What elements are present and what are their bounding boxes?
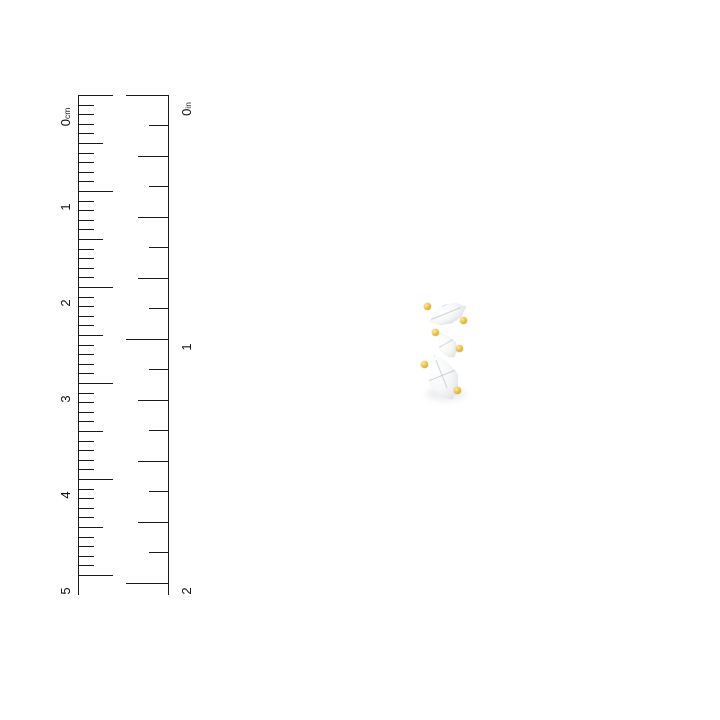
ruler-label-in-0: 0in bbox=[179, 102, 194, 116]
prong-icon bbox=[424, 303, 431, 310]
prong-icon bbox=[460, 317, 467, 324]
ruler-tick-cm-minor bbox=[79, 450, 94, 451]
stone-marquee-top bbox=[426, 297, 471, 331]
ruler-tick-cm-minor bbox=[79, 565, 94, 566]
ruler-label-cm-4: 4 bbox=[58, 491, 73, 499]
ruler-tick-in-major bbox=[126, 339, 168, 340]
ruler-label-cm-5: 5 bbox=[58, 587, 73, 595]
ruler-tick-cm-minor bbox=[79, 277, 94, 278]
ruler-tick-cm-minor bbox=[79, 306, 94, 307]
ruler-tick-cm-minor bbox=[79, 181, 94, 182]
ruler-tick-cm-minor bbox=[79, 498, 94, 499]
ruler-tick-cm-half bbox=[79, 143, 103, 144]
ruler-tick-cm-minor bbox=[79, 489, 94, 490]
ruler-label-cm-2: 2 bbox=[58, 299, 73, 307]
ruler-tick-cm-minor bbox=[79, 412, 94, 413]
ruler-tick-in-minor bbox=[149, 308, 168, 309]
ruler-tick-cm-minor bbox=[79, 325, 94, 326]
prong-icon bbox=[454, 387, 461, 394]
ruler-tick-cm-minor bbox=[79, 258, 94, 259]
ruler-tick-in-major bbox=[126, 583, 168, 584]
ruler-tick-cm-minor bbox=[79, 546, 94, 547]
ruler-label-in-2: 2 bbox=[179, 587, 194, 595]
ruler-tick-cm-minor bbox=[79, 297, 94, 298]
ruler-tick-cm-half bbox=[79, 335, 103, 336]
ruler-tick-cm-minor bbox=[79, 153, 94, 154]
ruler-tick-cm-minor bbox=[79, 124, 94, 125]
ruler-tick-cm-minor bbox=[79, 345, 94, 346]
ruler-tick-cm-minor bbox=[79, 537, 94, 538]
prong-icon bbox=[432, 329, 439, 336]
ruler-tick-cm-minor bbox=[79, 469, 94, 470]
ruler-axis-in bbox=[168, 95, 169, 595]
ruler-tick-cm-minor bbox=[79, 105, 94, 106]
ruler-tick-cm-minor bbox=[79, 220, 94, 221]
ruler-tick-cm-minor bbox=[79, 229, 94, 230]
ruler-tick-cm-minor bbox=[79, 441, 94, 442]
ruler-tick-cm-minor bbox=[79, 114, 94, 115]
prong-icon bbox=[456, 345, 463, 352]
ruler-label-cm-0: 0cm bbox=[58, 107, 73, 127]
ruler-tick-in-quarter bbox=[138, 156, 168, 157]
ruler-tick-in-quarter bbox=[138, 278, 168, 279]
ruler-tick-in-minor bbox=[149, 552, 168, 553]
ruler-label-cm-3: 3 bbox=[58, 395, 73, 403]
ruler-tick-in-half bbox=[138, 461, 168, 462]
ruler-tick-cm-major bbox=[79, 383, 113, 384]
ruler-tick-cm-minor bbox=[79, 162, 94, 163]
ruler-tick-cm-minor bbox=[79, 373, 94, 374]
ruler-tick-cm-major bbox=[79, 575, 113, 576]
ruler-tick-cm-major bbox=[79, 287, 113, 288]
ruler-tick-in-minor bbox=[149, 186, 168, 187]
ruler-tick-cm-minor bbox=[79, 364, 94, 365]
ruler-tick-cm-half bbox=[79, 431, 103, 432]
ruler-tick-cm-major bbox=[79, 191, 113, 192]
ruler-tick-cm-minor bbox=[79, 316, 94, 317]
ruler-tick-in-minor bbox=[149, 247, 168, 248]
ruler-tick-in-major bbox=[126, 95, 168, 96]
ruler-tick-in-quarter bbox=[138, 522, 168, 523]
ruler-tick-cm-minor bbox=[79, 249, 94, 250]
ruler-tick-cm-minor bbox=[79, 210, 94, 211]
ruler bbox=[40, 95, 194, 615]
ruler-tick-cm-minor bbox=[79, 133, 94, 134]
ruler-tick-in-quarter bbox=[138, 400, 168, 401]
ruler-tick-cm-minor bbox=[79, 460, 94, 461]
earring-product-image bbox=[408, 295, 498, 410]
ruler-tick-cm-minor bbox=[79, 354, 94, 355]
ruler-tick-in-half bbox=[138, 217, 168, 218]
ruler-tick-cm-minor bbox=[79, 268, 94, 269]
ruler-tick-cm-major bbox=[79, 479, 113, 480]
ruler-tick-in-minor bbox=[149, 125, 168, 126]
ruler-tick-cm-minor bbox=[79, 517, 94, 518]
ruler-tick-cm-minor bbox=[79, 172, 94, 173]
ruler-tick-cm-minor bbox=[79, 508, 94, 509]
ruler-tick-cm-minor bbox=[79, 393, 94, 394]
ruler-tick-cm-minor bbox=[79, 402, 94, 403]
ruler-tick-cm-minor bbox=[79, 201, 94, 202]
ruler-tick-in-minor bbox=[149, 491, 168, 492]
ruler-label-in-1: 1 bbox=[179, 343, 194, 351]
ruler-label-cm-1: 1 bbox=[58, 203, 73, 211]
prong-icon bbox=[421, 361, 428, 368]
ruler-tick-cm-minor bbox=[79, 421, 94, 422]
ruler-tick-in-minor bbox=[149, 430, 168, 431]
ruler-tick-cm-major bbox=[79, 95, 113, 96]
ruler-tick-in-minor bbox=[149, 369, 168, 370]
ruler-tick-cm-minor bbox=[79, 556, 94, 557]
ruler-tick-cm-half bbox=[79, 239, 103, 240]
ruler-tick-cm-half bbox=[79, 527, 103, 528]
